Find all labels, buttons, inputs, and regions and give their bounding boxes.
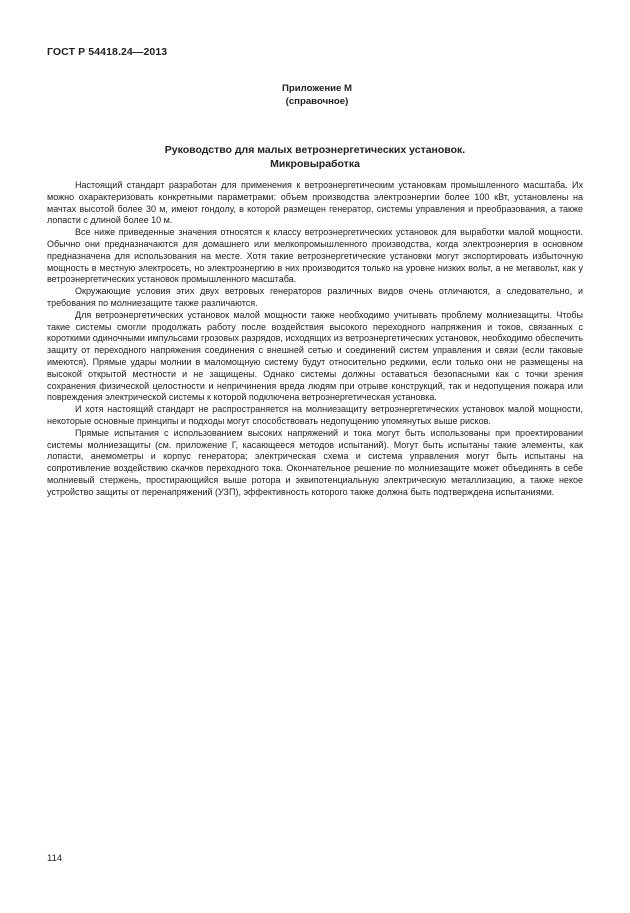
paragraph-1: Настоящий стандарт разработан для применения к ветроэнергетическим установкам промышленного масштаба. Их можно охарактеризовать конкретными параметрами: объем производства электроэнергии более 100 кВт, установлены на мачтах высотой более 30 м, имеют гондолу, в которой размещен генератор, системы управления и преобразования, а также лопасти с длиной более 10 м.	[47, 180, 583, 226]
appendix-label: Приложение М	[281, 83, 353, 94]
section-title-line-2: Микровыработка	[270, 158, 360, 170]
body-text	[47, 180, 583, 499]
paragraph-6: Прямые испытания с использованием высоких напряжений и тока могут быть использованы при проектировании системы молниезащиты (см. приложение Г, касающееся методов испытаний). Могут быть испытаны такие элементы, как лопасти, анемометры и корпус генератора; электрическая схема и система управления могут быть испытаны на сопротивление воздействию скачков переходного тока. Окончательное решение по молниезащите может объединять в себе молниевый стержень, простирающийся выше ротора и эквипотенциальную электрическую металлизацию, а также некое устройство защиты от перенапряжений (УЗП), эффективность которого также должна быть подтверждена испытаниями.	[47, 427, 583, 497]
section-title	[0, 143, 630, 171]
section-title-line-1: Руководство для малых ветроэнергетических установок.	[164, 144, 466, 156]
paragraph-5: И хотя настоящий стандарт не распространяется на молниезащиту ветроэнергетических установок малой мощности, некоторые основные принципы и подходы могут способствовать недопущению упомянутых выше рисков.	[47, 404, 583, 426]
paragraph-3: Окружающие условия этих двух ветровых генераторов различных видов очень отличаются, а следовательно, и требования по молниезащите также различаются.	[47, 286, 583, 308]
appendix-note: (справочное)	[285, 96, 349, 107]
paragraph-4: Для ветроэнергетических установок малой мощности также необходимо учитывать проблему молниезащиты. Чтобы такие системы смогли продолжать работу после воздействия высокого переходного напряжения и токов, связанных с короткими одиночными импульсами грозовых разрядов, исходящих из ветроэнергетических установок, необходимо обеспечить защиту от переходного напряжения соединения с внешней сетью и соединений систем управления и связи (если таковые имеются). Прямые удары молнии в маломощную систему будут относительно редкими, если только они не размещены на высокой открытой местности и не защищены. Однако системы должны оставаться безопасными как с точки зрения сохранения физической целостности и непричинения вреда людям при отрыве конструкций, так и недопущения пожара или повреждения электрической системы к которой подключена ветроэнергетическая установка.	[47, 309, 583, 403]
paragraph-2: Все ниже приведенные значения относятся к классу ветроэнергетических установок для выработки малой мощности. Обычно они предназначаются для домашнего или мелкопромышленного производства, когда электроэнергия в основном предназначена для использования на месте. Хотя такие ветроэнергетические установки могут экспортировать избыточную мощность в местную электросеть, но электроэнергию в них производится только на уровне низких вольт, а не мегавольт, как у ветроэнергетических установок промышленного масштаба.	[47, 227, 583, 285]
page-number: 114	[47, 853, 63, 864]
document-header: ГОСТ Р 54418.24—2013	[47, 46, 168, 58]
appendix-heading	[0, 82, 630, 108]
